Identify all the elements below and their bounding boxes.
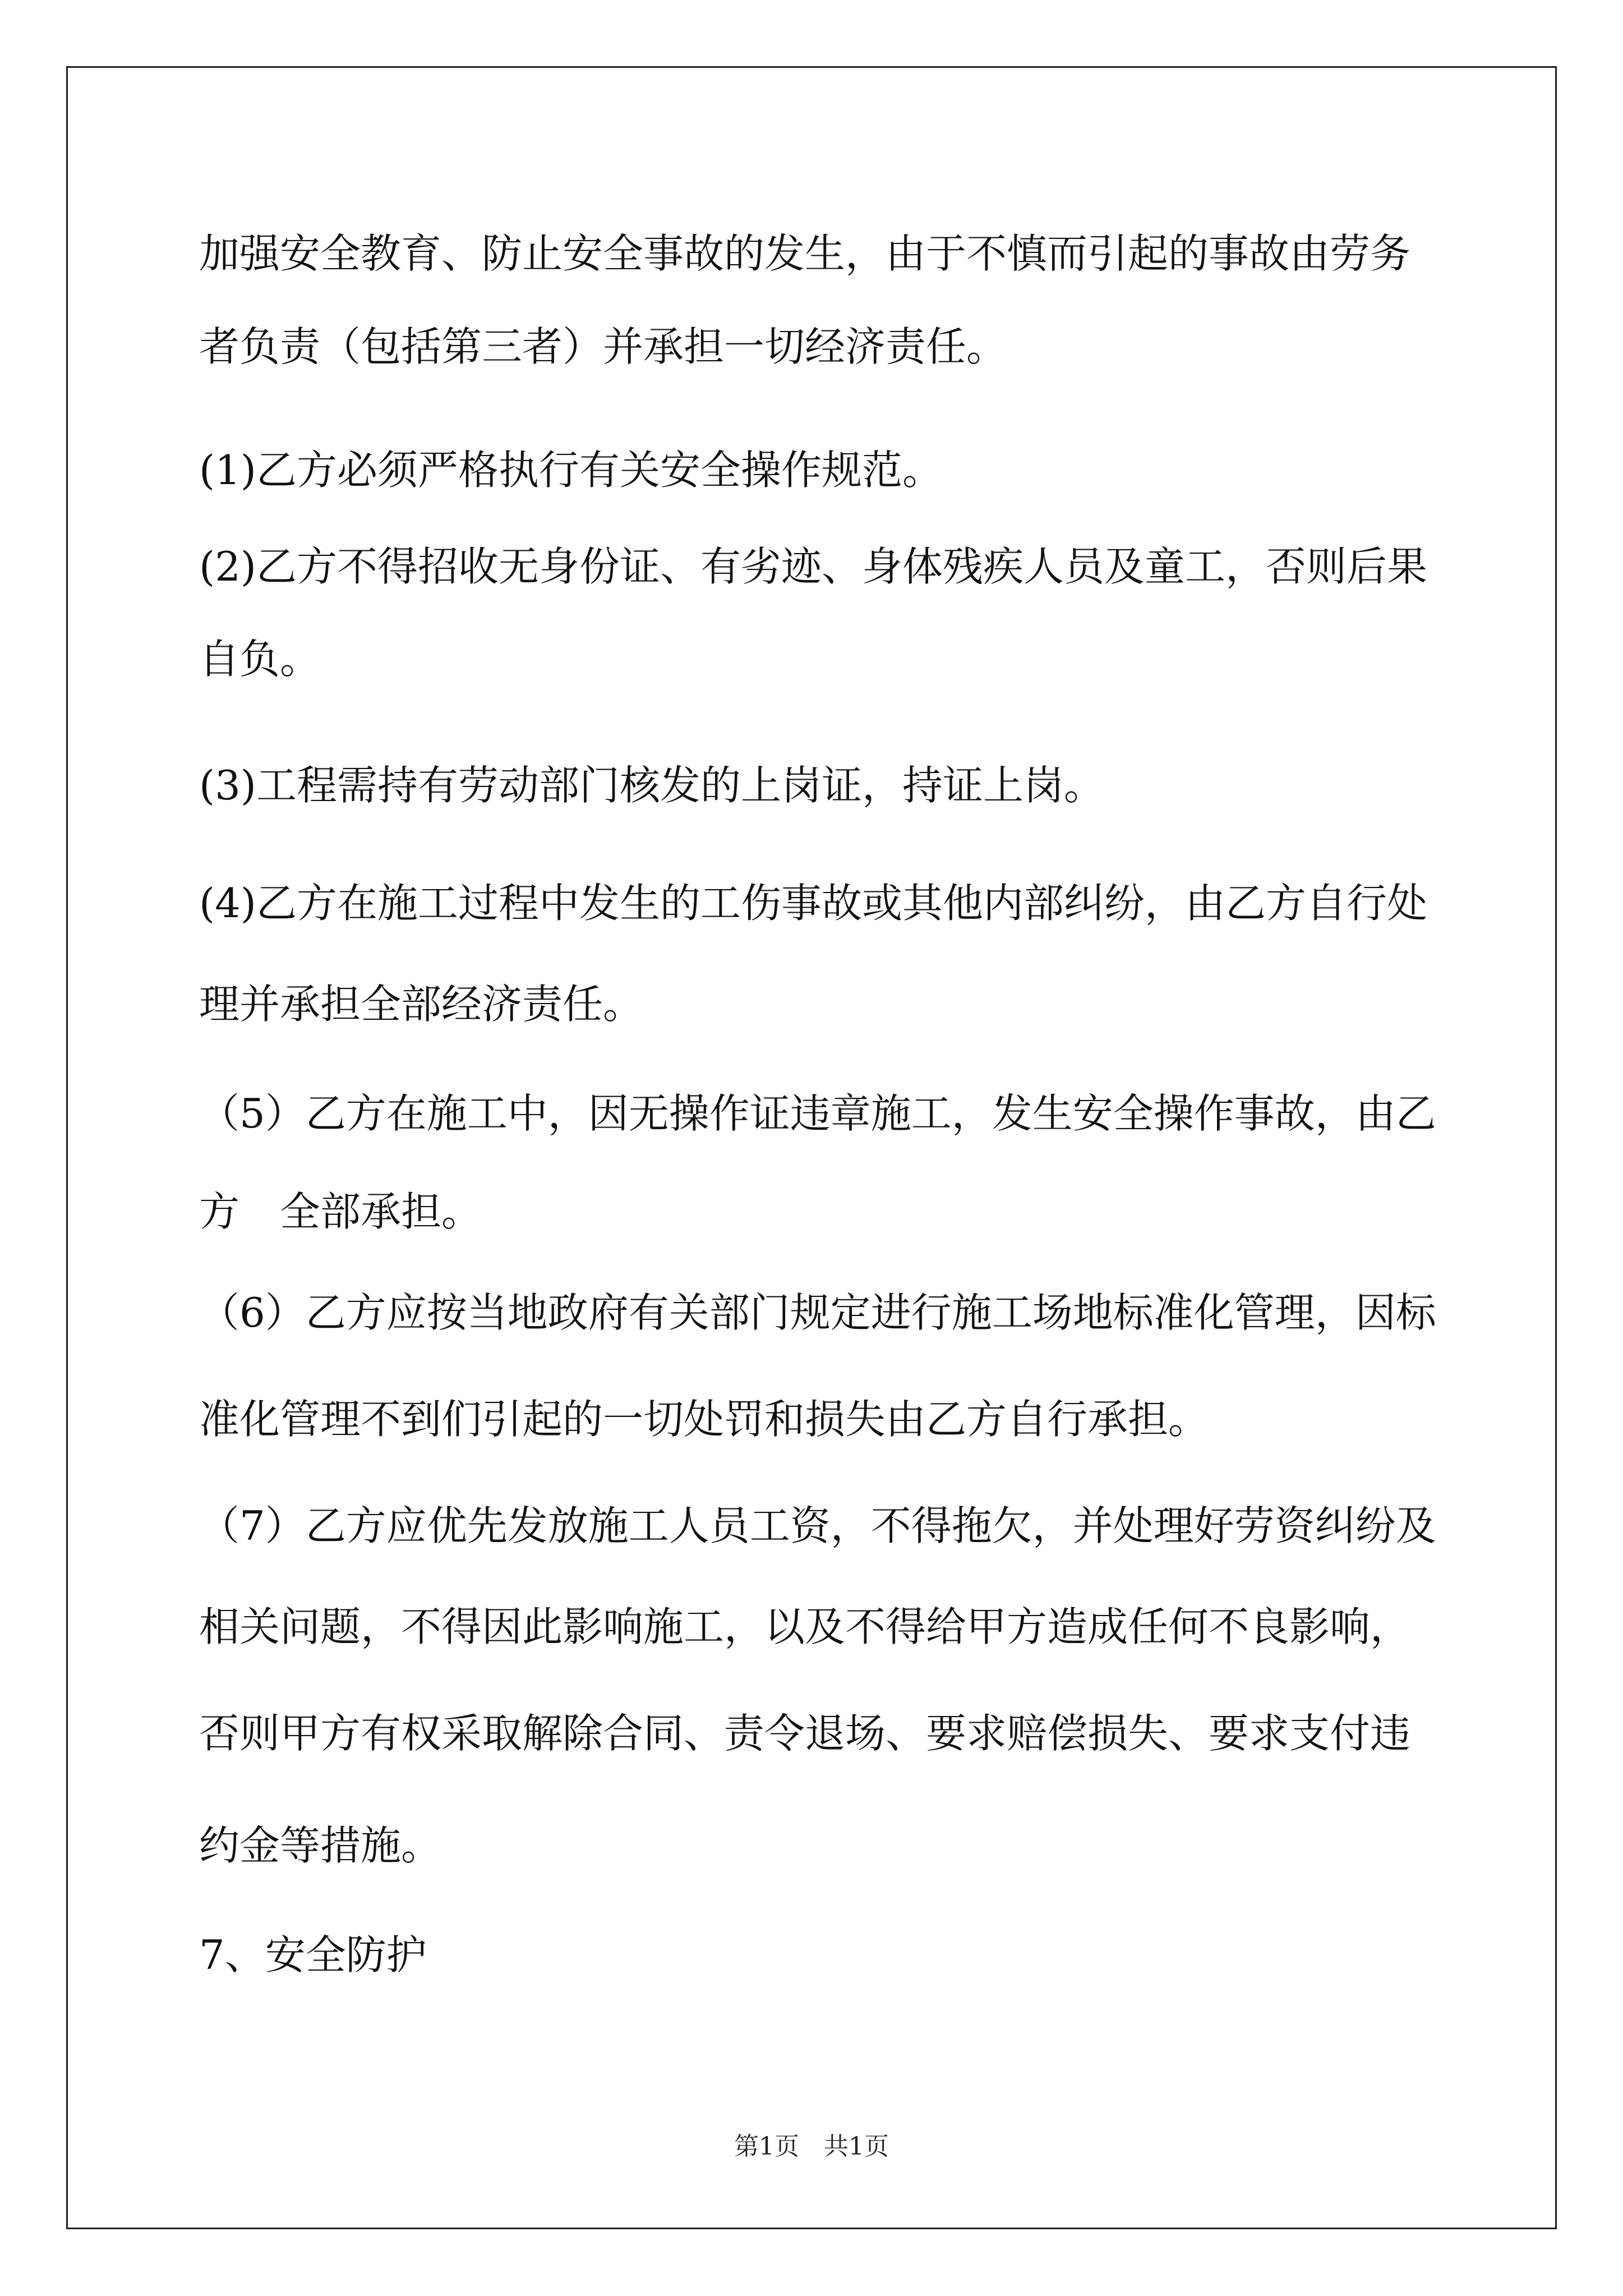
text-line: 加强安全教育、防止安全事故的发生，由于不慎而引起的事故由劳务	[199, 230, 1411, 277]
text-line: (3)工程需持有劳动部门核发的上岗证，持证上岗。	[199, 762, 1104, 809]
page-footer: 第1页 共1页	[734, 2132, 889, 2161]
text-line: (4)乙方在施工过程中发生的工伤事故或其他内部纠纷，由乙方自行处	[199, 880, 1427, 927]
text-line: （5）乙方在施工中，因无操作证违章施工，发生安全操作事故，由乙	[199, 1090, 1436, 1137]
text-line: 约金等措施。	[199, 1822, 442, 1869]
text-line: (1)乙方必须严格执行有关安全操作规范。	[199, 447, 943, 494]
section-heading: 7、安全防护	[199, 1931, 427, 1978]
text-line: (2)乙方不得招收无身份证、有劣迹、身体残疾人员及童工，否则后果	[199, 543, 1427, 590]
text-line: 相关问题，不得因此影响施工，以及不得给甲方造成任何不良影响，	[199, 1603, 1411, 1650]
text-line: （6）乙方应按当地政府有关部门规定进行施工场地标准化管理，因标	[199, 1289, 1436, 1336]
text-line: 者负责（包括第三者）并承担一切经济责任。	[199, 323, 1007, 370]
text-line: （7）乙方应优先发放施工人员工资，不得拖欠，并处理好劳资纠纷及	[199, 1502, 1436, 1549]
text-line: 准化管理不到们引起的一切处罚和损失由乙方自行承担。	[199, 1396, 1209, 1443]
text-line: 理并承担全部经济责任。	[199, 981, 644, 1028]
text-line: 方 全部承担。	[199, 1188, 482, 1235]
text-line: 否则甲方有权采取解除合同、责令退场、要求赔偿损失、要求支付违	[199, 1710, 1411, 1757]
text-line: 自负。	[199, 636, 321, 683]
